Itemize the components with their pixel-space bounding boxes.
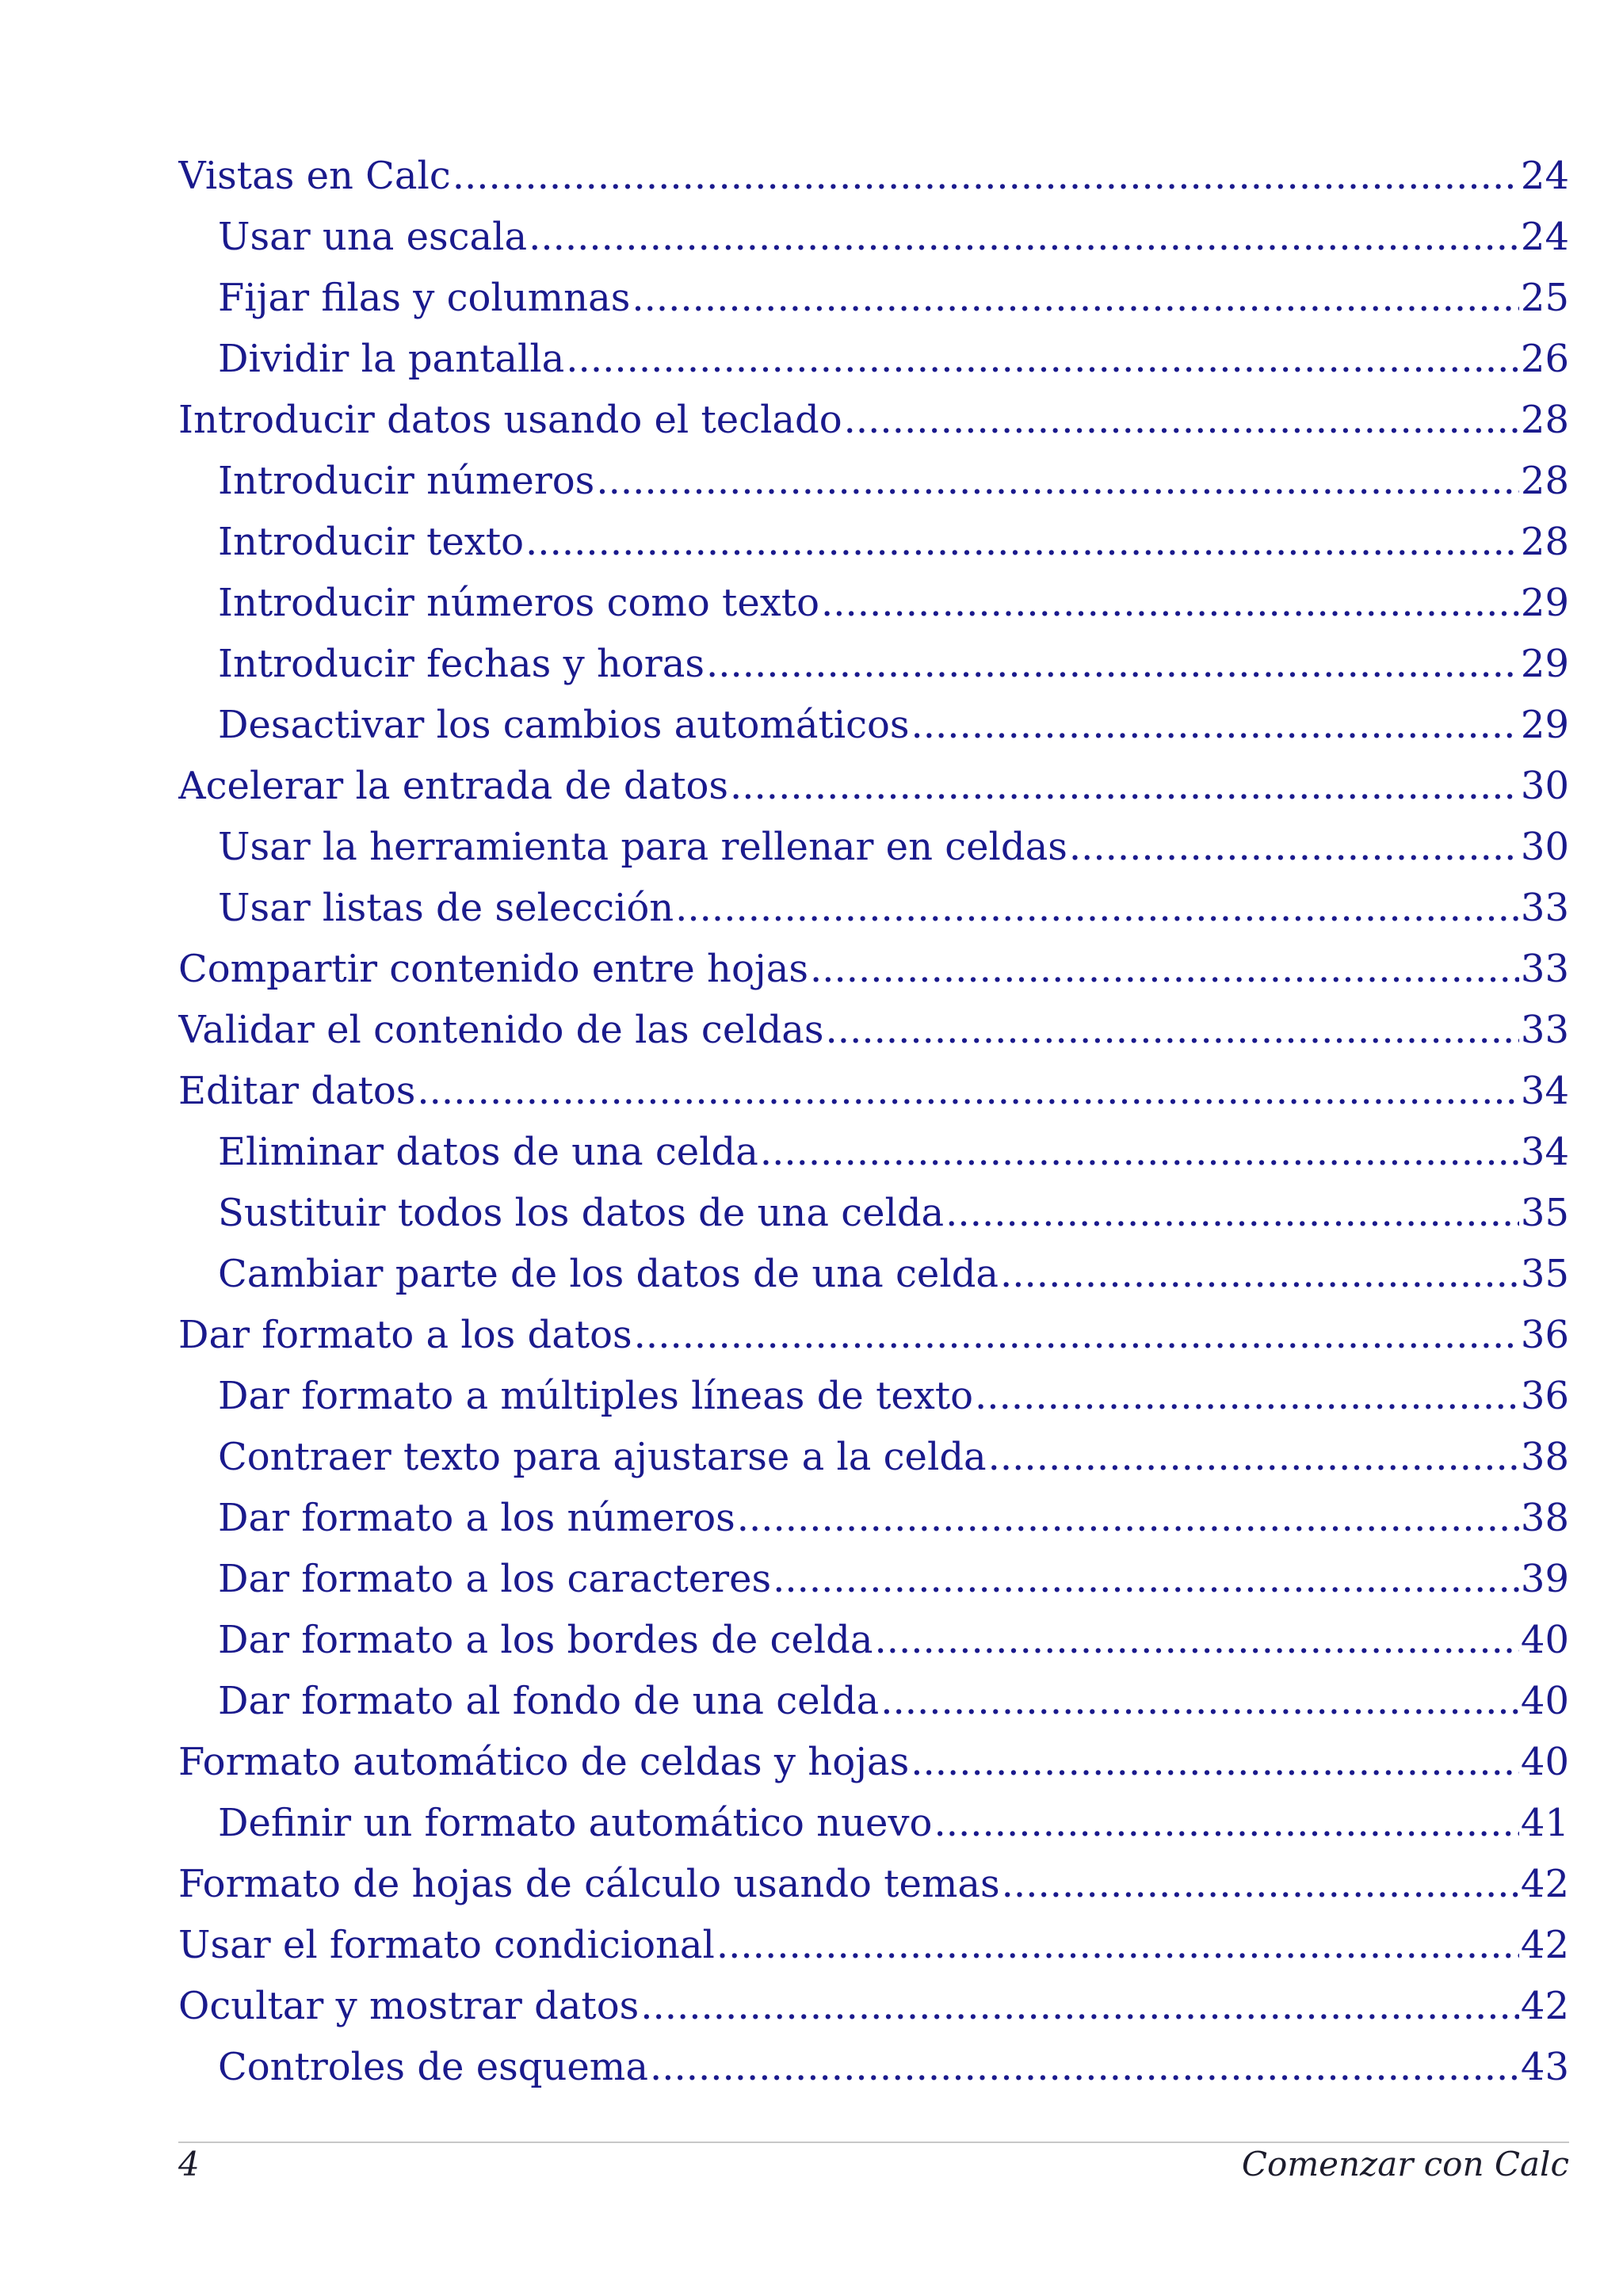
toc-entry-title: Dar formato a los datos [178,1313,632,1357]
toc-entry[interactable] [178,756,1569,817]
toc-entry-page-number: 40 [1520,1618,1569,1662]
toc-dot-leader [821,573,1519,634]
toc-entry-title: Dar formato a los bordes de celda [218,1618,873,1662]
toc-entry-title: Fijar filas y columnas [218,276,631,320]
toc-entry-page-number: 24 [1520,215,1569,259]
toc-dot-leader [911,695,1519,756]
toc-entry-title: Contraer texto para ajustarse a la celda [218,1435,987,1479]
toc-dot-leader [760,1122,1519,1183]
toc-entry[interactable] [178,939,1569,1000]
toc-entry-title: Dar formato a múltiples líneas de texto [218,1374,974,1418]
toc-dot-leader [911,1732,1519,1793]
toc-entry[interactable] [178,2037,1569,2098]
toc-dot-leader [453,146,1519,207]
toc-entry-title: Introducir números [218,459,595,503]
toc-entry-title: Eliminar datos de una celda [218,1130,758,1174]
toc-dot-leader [1000,1244,1519,1305]
toc-entry-title: Compartir contenido entre hojas [178,947,808,991]
toc-dot-leader [417,1061,1519,1122]
toc-entry-page-number: 28 [1520,398,1569,442]
page-footer [178,2142,1569,2187]
toc-dot-leader [640,1976,1519,2037]
toc-dot-leader [773,1549,1519,1610]
toc-entry[interactable] [178,146,1569,207]
toc-entry[interactable] [178,390,1569,451]
toc-entry-title: Vistas en Calc [178,154,451,198]
table-of-contents [178,146,1569,2098]
toc-dot-leader [874,1610,1518,1671]
toc-entry-title: Dividir la pantalla [218,337,565,381]
toc-entry[interactable] [178,634,1569,695]
toc-dot-leader [737,1488,1519,1549]
toc-dot-leader [1002,1854,1519,1915]
toc-entry-page-number: 41 [1520,1801,1569,1845]
footer-document-title: Comenzar con Calc [1241,2145,1569,2183]
toc-dot-leader [826,1000,1519,1061]
toc-entry[interactable] [178,1732,1569,1793]
toc-entry-title: Formato automático de celdas y hojas [178,1740,910,1784]
toc-entry[interactable] [178,1305,1569,1366]
toc-entry[interactable] [178,1915,1569,1976]
toc-entry-page-number: 28 [1520,459,1569,503]
toc-entry-page-number: 34 [1520,1069,1569,1113]
toc-entry-page-number: 25 [1520,276,1569,320]
toc-dot-leader [525,512,1519,573]
toc-entry-title: Sustituir todos los datos de una celda [218,1191,945,1235]
toc-entry[interactable] [178,1061,1569,1122]
toc-dot-leader [716,1915,1519,1976]
toc-entry-title: Desactivar los cambios automáticos [218,703,910,747]
toc-entry-title: Usar una escala [218,215,528,259]
toc-dot-leader [730,756,1519,817]
toc-entry[interactable] [178,1976,1569,2037]
footer-page-number: 4 [178,2145,200,2183]
toc-entry[interactable] [178,1488,1569,1549]
toc-entry-page-number: 38 [1520,1435,1569,1479]
toc-entry-page-number: 33 [1520,886,1569,930]
toc-entry-title: Dar formato a los caracteres [218,1557,772,1601]
toc-entry[interactable] [178,1244,1569,1305]
toc-entry[interactable] [178,512,1569,573]
toc-entry-page-number: 33 [1520,947,1569,991]
toc-entry[interactable] [178,1427,1569,1488]
toc-entry-title: Introducir fechas y horas [218,642,705,686]
toc-entry-title: Introducir números como texto [218,581,819,625]
toc-entry-page-number: 42 [1520,1923,1569,1967]
toc-entry[interactable] [178,1122,1569,1183]
toc-dot-leader [934,1793,1518,1854]
toc-entry-page-number: 40 [1520,1679,1569,1723]
toc-entry-title: Usar listas de selección [218,886,674,930]
toc-entry-title: Definir un formato automático nuevo [218,1801,933,1845]
toc-entry-title: Usar el formato condicional [178,1923,715,1967]
toc-entry-title: Controles de esquema [218,2045,648,2089]
toc-entry[interactable] [178,207,1569,268]
toc-dot-leader [880,1671,1519,1732]
toc-entry[interactable] [178,451,1569,512]
toc-dot-leader [634,1305,1519,1366]
toc-dot-leader [650,2037,1519,2098]
toc-entry-title: Cambiar parte de los datos de una celda [218,1252,999,1296]
toc-entry[interactable] [178,817,1569,878]
toc-entry-page-number: 39 [1520,1557,1569,1601]
toc-dot-leader [675,878,1519,939]
toc-entry-page-number: 36 [1520,1313,1569,1357]
toc-entry-page-number: 29 [1520,642,1569,686]
toc-dot-leader [1069,817,1519,878]
toc-entry-title: Formato de hojas de cálculo usando temas [178,1862,1000,1906]
toc-entry[interactable] [178,1793,1569,1854]
toc-dot-leader [566,329,1519,390]
toc-entry-page-number: 43 [1520,2045,1569,2089]
toc-dot-leader [975,1366,1519,1427]
toc-entry-page-number: 42 [1520,1862,1569,1906]
toc-dot-leader [596,451,1519,512]
toc-entry-title: Usar la herramienta para rellenar en celdas [218,825,1067,869]
toc-entry-page-number: 24 [1520,154,1569,198]
toc-entry-title: Validar el contenido de las celdas [178,1008,824,1052]
toc-entry-page-number: 36 [1520,1374,1569,1418]
toc-dot-leader [988,1427,1519,1488]
toc-entry-title: Dar formato a los números [218,1496,735,1540]
toc-dot-leader [810,939,1519,1000]
toc-entry-page-number: 30 [1520,764,1569,808]
toc-entry[interactable] [178,1000,1569,1061]
toc-entry-page-number: 38 [1520,1496,1569,1540]
toc-entry[interactable] [178,1610,1569,1671]
toc-dot-leader [529,207,1519,268]
toc-entry[interactable] [178,329,1569,390]
toc-entry-page-number: 35 [1520,1252,1569,1296]
toc-entry-page-number: 30 [1520,825,1569,869]
toc-entry[interactable] [178,1183,1569,1244]
toc-entry[interactable] [178,1854,1569,1915]
toc-entry[interactable] [178,878,1569,939]
toc-entry-page-number: 28 [1520,520,1569,564]
toc-entry-page-number: 29 [1520,703,1569,747]
toc-entry-page-number: 29 [1520,581,1569,625]
toc-dot-leader [706,634,1519,695]
toc-entry[interactable] [178,573,1569,634]
toc-entry-title: Introducir datos usando el teclado [178,398,842,442]
toc-entry[interactable] [178,268,1569,329]
toc-entry-title: Acelerar la entrada de datos [178,764,729,808]
toc-dot-leader [632,268,1519,329]
toc-entry-title: Editar datos [178,1069,416,1113]
toc-entry[interactable] [178,1549,1569,1610]
toc-entry-page-number: 42 [1520,1984,1569,2028]
toc-entry[interactable] [178,1366,1569,1427]
toc-dot-leader [844,390,1519,451]
toc-entry-title: Dar formato al fondo de una celda [218,1679,880,1723]
toc-entry[interactable] [178,695,1569,756]
toc-entry-page-number: 34 [1520,1130,1569,1174]
toc-entry-title: Ocultar y mostrar datos [178,1984,640,2028]
toc-entry-title: Introducir texto [218,520,525,564]
toc-entry-page-number: 40 [1520,1740,1569,1784]
toc-dot-leader [945,1183,1519,1244]
toc-entry[interactable] [178,1671,1569,1732]
toc-entry-page-number: 26 [1520,337,1569,381]
toc-entry-page-number: 33 [1520,1008,1569,1052]
toc-entry-page-number: 35 [1520,1191,1569,1235]
